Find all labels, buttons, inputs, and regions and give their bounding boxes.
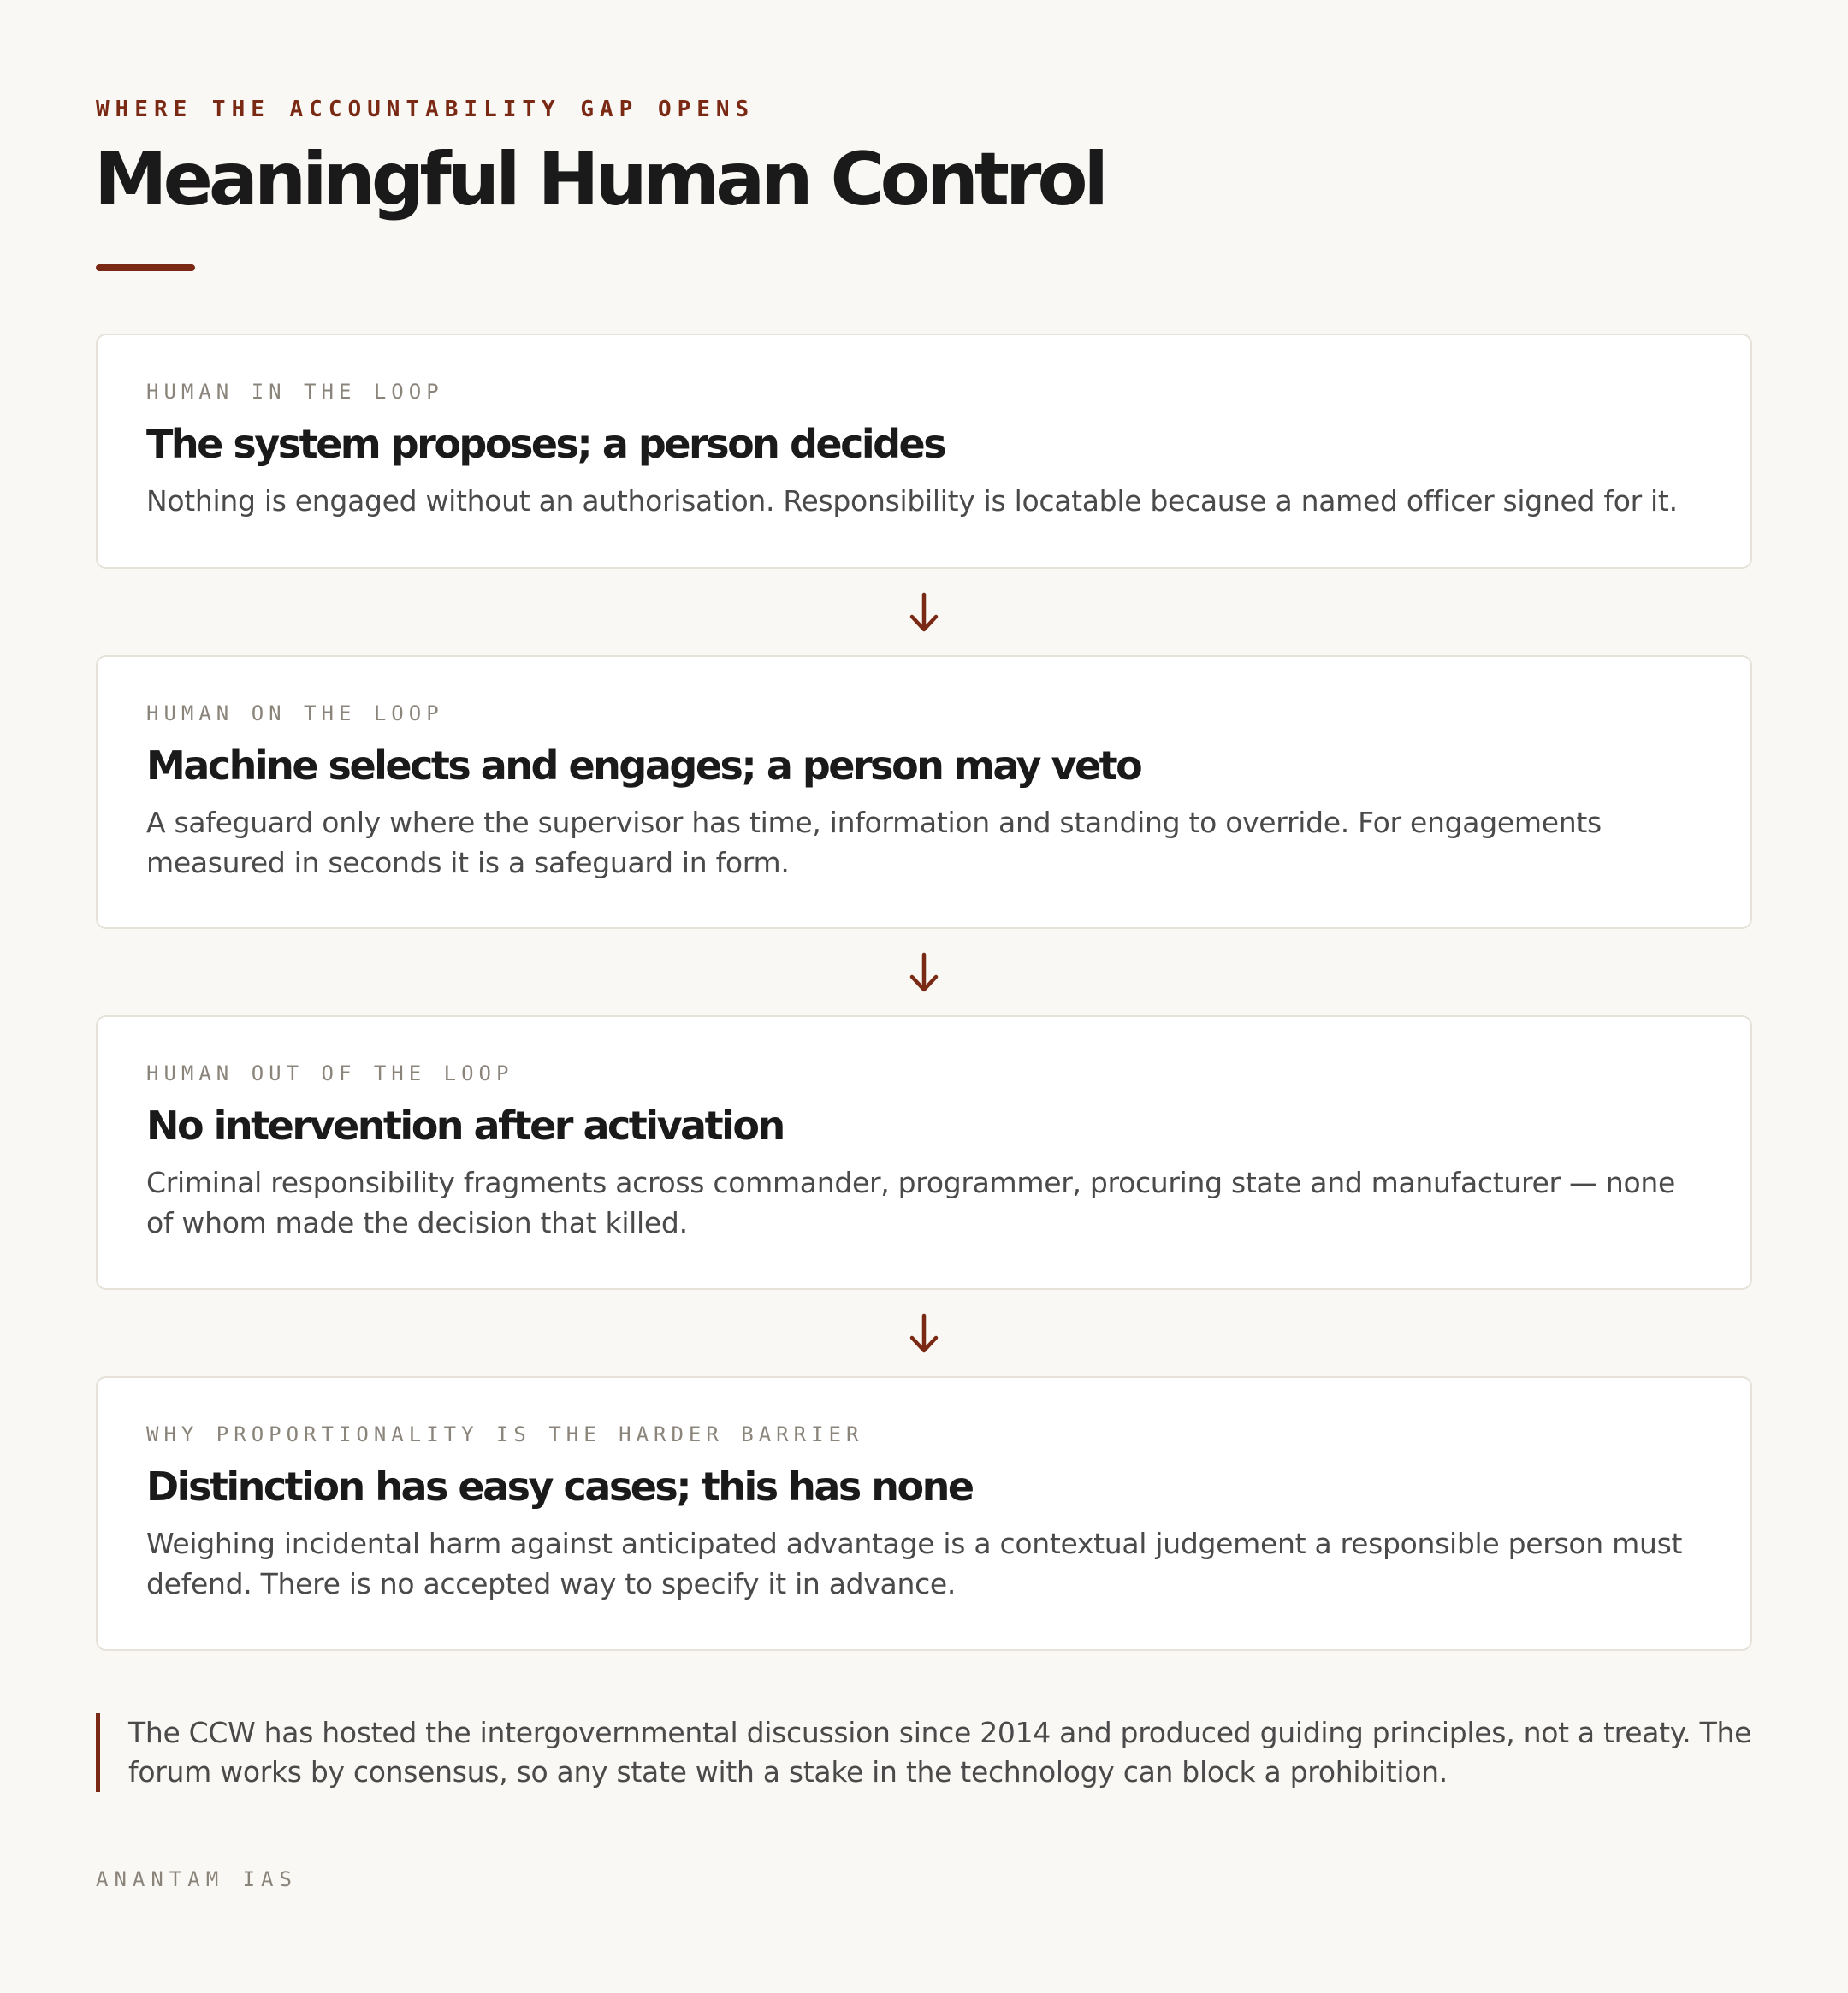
ccw-note: The CCW has hosted the intergovernmental discussion since 2014 and produced guiding principles, not a treaty. The forum works by consensus, so any state with a stake in the technology can block a prohibition. xyxy=(96,1713,1752,1792)
step-heading: Machine selects and engages; a person may veto xyxy=(146,742,1141,789)
control-levels-flow xyxy=(96,334,1752,1651)
title-underline xyxy=(96,264,195,271)
step-heading: Distinction has easy cases; this has none xyxy=(146,1464,973,1510)
step-description: Criminal responsibility fragments across commander, programmer, procuring state and manufacturer — none of whom made the decision that killed. xyxy=(146,1166,1676,1239)
arrow-down-icon xyxy=(907,951,941,994)
flow-connector xyxy=(96,569,1752,655)
arrow-down-icon xyxy=(907,1312,941,1355)
step-card-proportionality xyxy=(96,1376,1752,1651)
step-heading: The system proposes; a person decides xyxy=(146,421,945,467)
step-card-on-the-loop xyxy=(96,655,1752,929)
flow-connector xyxy=(96,929,1752,1015)
step-label: HUMAN OUT OF THE LOOP xyxy=(146,1062,514,1085)
page-title: Meaningful Human Control xyxy=(94,137,1105,222)
step-label: HUMAN IN THE LOOP xyxy=(146,380,444,404)
step-label: WHY PROPORTIONALITY IS THE HARDER BARRIER xyxy=(146,1422,864,1446)
step-description: Nothing is engaged without an authorisation. Responsibility is locatable because a named officer signed for it. xyxy=(146,484,1678,517)
flow-connector xyxy=(96,1290,1752,1376)
step-heading: No intervention after activation xyxy=(146,1103,784,1149)
kicker: WHERE THE ACCOUNTABILITY GAP OPENS xyxy=(96,97,755,122)
step-card-in-the-loop xyxy=(96,334,1752,569)
step-label: HUMAN ON THE LOOP xyxy=(146,701,444,725)
step-description: Weighing incidental harm against anticipated advantage is a contextual judgement a responsible person must defend. There is no accepted way to specify it in advance. xyxy=(146,1527,1683,1600)
step-description: A safeguard only where the supervisor has time, information and standing to override. For engagements measured in seconds it is a safeguard in form. xyxy=(146,806,1602,879)
step-card-out-of-the-loop xyxy=(96,1015,1752,1290)
arrow-down-icon xyxy=(907,591,941,634)
footer-brand: ANANTAM IAS xyxy=(96,1867,298,1891)
